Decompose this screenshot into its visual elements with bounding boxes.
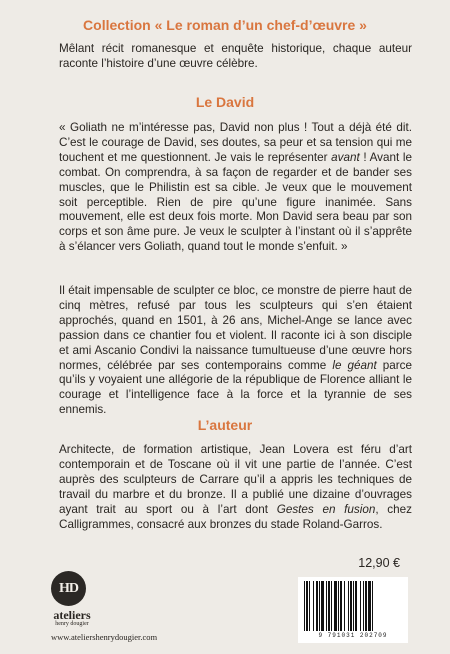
publisher-logo: HD <box>51 571 86 606</box>
quote-text-part-2: ! Avant le combat. On comprendra, à sa façon de regarder et de bander ses muscles, que le Philistin est sa cible. Je veux que le mouvement soit perceptible. Rien de pire qu’une figure inanimée. Sans mouvement, elle est deux fois morte. Mon David sera beau par son corps et son âme pure. Je veux le sculpter à l’instant où il s’apprête à s’élancer vers Goliath, quand tout le monde s’enfuit. » <box>59 150 412 254</box>
barcode-bar <box>344 581 345 631</box>
barcode-bar <box>316 581 318 631</box>
publisher-website[interactable]: www.ateliershenrydougier.com <box>51 632 158 642</box>
collection-description: Mêlant récit romanesque et enquête historique, chaque auteur raconte l’histoire d’une œuvre célèbre. <box>59 42 412 70</box>
david-quote <box>59 121 412 255</box>
collection-heading: Collection « Le roman d’un chef-d’œuvre » <box>83 17 367 33</box>
quote-text-part-1: « Goliath ne m’intéresse pas, David non plus ! Tout a déjà été dit. C’est le courage de David, ses doutes, sa peur et sa tension qui me touchent et me questionnent. Je vais le représenter <box>59 121 412 164</box>
barcode-bar <box>360 581 361 631</box>
author-bio <box>59 443 412 532</box>
barcode-bar <box>348 581 349 631</box>
barcode-bar <box>306 581 308 631</box>
barcode-bar <box>309 581 310 631</box>
david-heading: Le David <box>195 94 255 110</box>
barcode-bar <box>340 581 342 631</box>
quote-emphasis-avant: avant <box>331 150 360 164</box>
barcode-bar <box>353 581 354 631</box>
barcode-bar <box>338 581 339 631</box>
author-book-title: Gestes en fusion <box>276 502 376 516</box>
story-emphasis-geant: le géant <box>332 358 377 372</box>
david-story <box>59 284 412 418</box>
author-text-part-1: Architecte, de formation artistique, Jean Lovera est féru d’art contemporain et de Toscane où il vit une partie de l’année. C’est auprès des sculpteurs de Carrare qu’il a appris les techniques de travail du marbre et du bronze. Il a publié une dizaine d’ouvrages ayant trait au sport ou à l’art dont <box>59 443 412 516</box>
story-text-part-1: Il était impensable de sculpter ce bloc, ce monstre de pierre haut de cinq mètres, refusé par tous les sculpteurs qui s’en étaient approchés, quand en 1501, à 26 ans, Michel-Ange se lance avec passion dans ce chantier fou et violent. Il raconte ici à son disciple et ami Ascanio Condivi la naissance tumultueuse d’une œuvre hors normes, célébrée par ses contemporains comme <box>59 284 412 372</box>
barcode-bars <box>304 581 402 631</box>
barcode-bar <box>334 581 337 631</box>
barcode-bar <box>304 581 305 631</box>
barcode-number: 9 791031 202709 <box>318 632 388 639</box>
barcode-bar <box>363 581 364 631</box>
barcode-bar <box>365 581 367 631</box>
barcode-bar <box>372 581 373 631</box>
barcode-bar <box>331 581 332 631</box>
barcode <box>298 577 408 643</box>
barcode-bar <box>321 581 324 631</box>
publisher-name: ateliers <box>53 608 91 622</box>
barcode-bar <box>355 581 357 631</box>
barcode-bar <box>319 581 320 631</box>
author-text-part-2: , chez Calligrammes, consacré aux bronzes du stade Roland-Garros. <box>59 502 412 531</box>
price-label: 12,90 € <box>358 556 400 570</box>
publisher-subname: henry dougier <box>55 621 89 627</box>
author-heading: L’auteur <box>197 417 253 433</box>
barcode-bar <box>328 581 330 631</box>
barcode-bar <box>350 581 352 631</box>
publisher-brand <box>48 609 96 628</box>
barcode-bar <box>326 581 327 631</box>
story-text-part-2: parce qu’ils y voyaient une allégorie de la république de Florence alliant le courage et l’intelligence face à la force et la tyrannie de ses ennemis. <box>59 358 413 417</box>
barcode-bar <box>368 581 371 631</box>
barcode-bar <box>313 581 314 631</box>
